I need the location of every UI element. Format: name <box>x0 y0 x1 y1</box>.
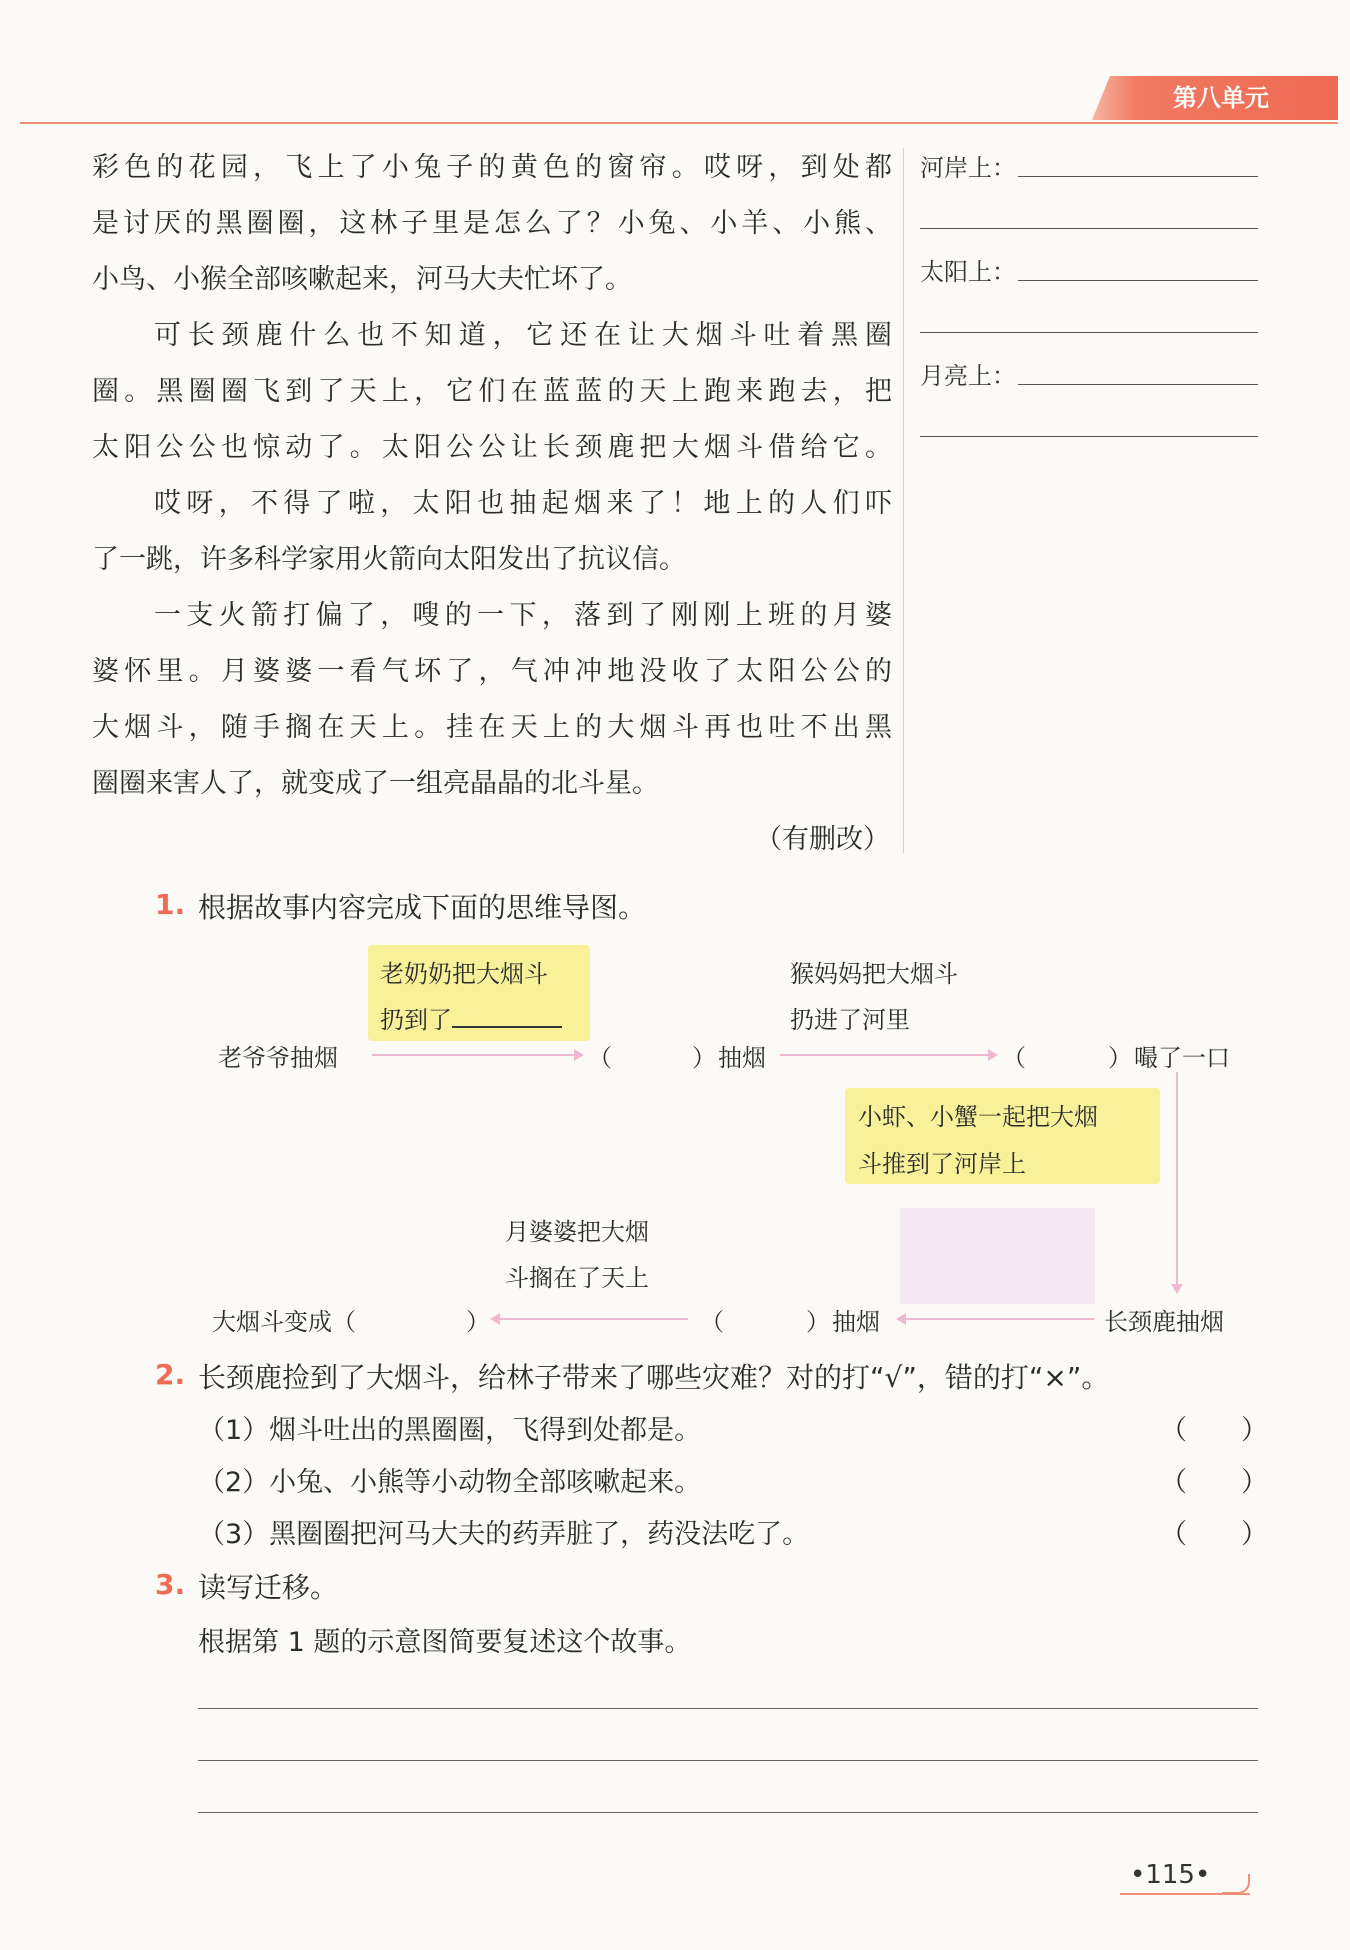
mindmap-arrow <box>780 1054 996 1056</box>
mindmap-node-sip: 嘬了一口 <box>1134 1044 1230 1072</box>
mindmap-node-smoke: 抽烟 <box>832 1308 880 1336</box>
mindmap-node-giraffe: 长颈鹿抽烟 <box>1104 1308 1224 1336</box>
fill-blank[interactable] <box>452 1002 562 1028</box>
mindmap-text: 斗搁在了天上 <box>505 1264 649 1292</box>
mindmap-paren: （ <box>1002 1044 1026 1072</box>
story-line: 可长颈鹿什么也不知道，它还在让大烟斗吐着黑圈 <box>154 320 892 351</box>
mindmap-arrow <box>898 1318 1094 1320</box>
story-source: （有删改） <box>755 824 890 855</box>
question-number: 1. <box>155 888 186 921</box>
note-label-river-bank: 河岸上： <box>920 154 1016 182</box>
answer-line[interactable] <box>198 1812 1258 1813</box>
fill-blank[interactable] <box>732 1304 802 1334</box>
fill-blank[interactable] <box>375 1304 465 1334</box>
mindmap-node-smoke: 抽烟 <box>718 1044 766 1072</box>
story-line: 哎呀，不得了啦，太阳也抽起烟来了！地上的人们吓 <box>154 488 892 519</box>
story-line: 圈圈来害人了，就变成了一组亮晶晶的北斗星。 <box>92 768 659 799</box>
note-line[interactable] <box>920 436 1258 437</box>
note-line[interactable] <box>1018 384 1258 385</box>
question-prompt: 根据第 1 题的示意图简要复述这个故事。 <box>198 1627 692 1658</box>
mindmap-paren: ） <box>692 1044 716 1072</box>
header-rule <box>20 122 1338 124</box>
story-line: 婆怀里。月婆婆一看气坏了，气冲冲地没收了太阳公公的 <box>92 656 892 687</box>
note-line[interactable] <box>1018 176 1258 177</box>
judge-bracket[interactable]: （ ） <box>1160 1415 1268 1446</box>
question-number: 2. <box>155 1358 186 1391</box>
story-line: 一支火箭打偏了，嗖的一下，落到了刚刚上班的月婆 <box>154 600 892 631</box>
story-line: 大烟斗，随手搁在天上。挂在天上的大烟斗再也吐不出黑 <box>92 712 892 743</box>
answer-line[interactable] <box>198 1760 1258 1761</box>
fill-blank[interactable] <box>1034 1040 1104 1070</box>
note-label-moon: 月亮上： <box>920 362 1016 390</box>
mindmap-arrow <box>372 1054 582 1056</box>
answer-box-pink[interactable] <box>900 1208 1095 1304</box>
story-line: 圈。黑圈圈飞到了天上，它们在蓝蓝的天上跑来跑去，把 <box>92 376 892 407</box>
note-line[interactable] <box>920 228 1258 229</box>
mindmap-arrow <box>492 1318 688 1320</box>
judge-item: （2）小兔、小熊等小动物全部咳嗽起来。 <box>198 1467 702 1498</box>
judge-item: （3）黑圈圈把河马大夫的药弄脏了，药没法吃了。 <box>198 1519 810 1550</box>
story-line: 彩色的花园，飞上了小兔子的黄色的窗帘。哎呀，到处都 <box>92 152 892 183</box>
question-number: 3. <box>155 1568 186 1601</box>
mindmap-paren: （ <box>588 1044 612 1072</box>
story-text <box>92 140 892 812</box>
note-label-sun: 太阳上： <box>920 258 1016 286</box>
mindmap-paren: ） <box>806 1308 830 1336</box>
question-prompt: 长颈鹿捡到了大烟斗，给林子带来了哪些灾难？对的打“√”，错的打“×”。 <box>198 1361 1110 1394</box>
question-prompt: 根据故事内容完成下面的思维导图。 <box>198 891 647 924</box>
mindmap-text: 月婆婆把大烟 <box>505 1218 649 1246</box>
answer-line[interactable] <box>198 1708 1258 1709</box>
fill-blank[interactable] <box>620 1040 690 1070</box>
mindmap-arrow <box>1176 1072 1178 1292</box>
unit-label: 第八单元 <box>1173 84 1269 112</box>
mindmap-text: 小虾、小蟹一起把大烟 <box>858 1103 1098 1131</box>
judge-bracket[interactable]: （ ） <box>1160 1519 1268 1550</box>
story-line: 小鸟、小猴全部咳嗽起来，河马大夫忙坏了。 <box>92 264 632 295</box>
question-title: 读写迁移。 <box>198 1571 339 1604</box>
column-divider <box>903 148 904 853</box>
mindmap-node-grandpa: 老爷爷抽烟 <box>218 1044 338 1072</box>
mindmap-text: 猴妈妈把大烟斗 <box>790 960 958 988</box>
page-number: •115• <box>1130 1860 1211 1890</box>
story-line: 了一跳，许多科学家用火箭向太阳发出了抗议信。 <box>92 544 686 575</box>
mindmap-paren: ） <box>1108 1044 1132 1072</box>
mindmap-text: 老奶奶把大烟斗 <box>380 960 548 988</box>
mindmap-text: 扔进了河里 <box>790 1006 910 1034</box>
mindmap-node-pipe-became: 大烟斗变成（ <box>212 1308 356 1336</box>
judge-bracket[interactable]: （ ） <box>1160 1467 1268 1498</box>
note-line[interactable] <box>1018 280 1258 281</box>
page-number-decoration <box>1222 1874 1250 1894</box>
story-line: 太阳公公也惊动了。太阳公公让长颈鹿把大烟斗借给它。 <box>92 432 892 463</box>
mindmap-text: 扔到了 <box>380 1000 562 1035</box>
judge-item: （1）烟斗吐出的黑圈圈，飞得到处都是。 <box>198 1415 702 1446</box>
story-line: 是讨厌的黑圈圈，这林子里是怎么了？小兔、小羊、小熊、 <box>92 208 892 239</box>
mindmap-paren: （ <box>700 1308 724 1336</box>
mindmap-text: 斗推到了河岸上 <box>858 1150 1026 1178</box>
note-line[interactable] <box>920 332 1258 333</box>
mindmap-paren: ） <box>466 1308 490 1336</box>
